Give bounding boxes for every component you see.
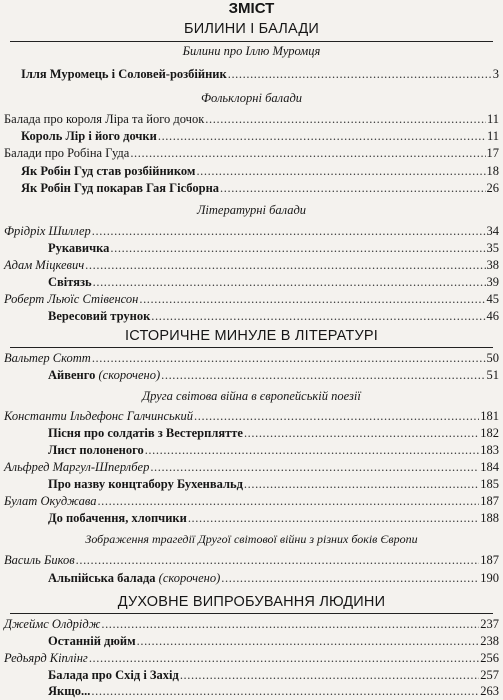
toc-entry[interactable]	[48, 426, 499, 441]
entry-title: Рукавичка	[48, 241, 110, 255]
entry-title: Адам Міцкевич	[4, 258, 85, 272]
entry-title: Айвенго	[48, 368, 96, 382]
entry-page: 26	[486, 181, 499, 195]
toc-entry[interactable]	[48, 477, 499, 492]
toc-entry[interactable]	[48, 634, 499, 649]
entry-title: Світязь	[48, 275, 92, 289]
entry-page: 187	[480, 494, 499, 508]
section-heading-spiritual: ДУХОВНЕ ВИПРОБУВАННЯ ЛЮДИНИ	[117, 594, 386, 610]
subsection-heading: Друга світова війна в європейській поезії	[142, 389, 361, 403]
entry-page: 34	[486, 224, 499, 238]
entry-page: 39	[486, 275, 499, 289]
toc-entry[interactable]	[4, 617, 499, 632]
entry-title: Фрідріх Шиллер	[4, 224, 91, 238]
toc-entry[interactable]	[48, 309, 499, 324]
entry-page: 185	[480, 477, 499, 491]
entry-page: 35	[486, 241, 499, 255]
entry-title: Вальтер Скотт	[4, 351, 91, 365]
entry-title: Роберт Льюїс Стівенсон	[4, 292, 139, 306]
entry-title: Джеймс Олдрідж	[4, 617, 101, 631]
toc-entry[interactable]	[4, 292, 499, 307]
section-rule	[10, 347, 493, 348]
toc-entry[interactable]	[4, 258, 499, 273]
toc-entry[interactable]	[4, 460, 499, 475]
entry-title: Редьярд Кіплінг	[4, 651, 88, 665]
toc-entry[interactable]	[4, 494, 499, 509]
section-rule	[10, 41, 493, 42]
section-heading-historical: ІСТОРИЧНЕ МИНУЛЕ В ЛІТЕРАТУРІ	[125, 328, 378, 344]
toc-entry[interactable]	[4, 112, 499, 127]
entry-page: 182	[480, 426, 499, 440]
entry-page: 187	[480, 553, 499, 567]
entry-title: Король Лір і його дочки	[21, 129, 157, 143]
entry-note: (скорочено)	[95, 368, 161, 382]
entry-title: Константи Ільдефонс Галчинський	[4, 409, 194, 423]
entry-page: 257	[480, 668, 499, 682]
toc-entry[interactable]	[48, 668, 499, 683]
toc-entry[interactable]	[21, 164, 499, 179]
toc-entry[interactable]	[48, 571, 499, 586]
entry-page: 51	[486, 368, 499, 382]
entry-title: Про назву концтабору Бухенвальд	[48, 477, 243, 491]
entry-title: Якщо...	[48, 684, 91, 698]
entry-page: 238	[480, 634, 499, 648]
subsection-heading: Билини про Іллю Муромця	[182, 44, 321, 58]
entry-page: 3	[492, 67, 499, 81]
entry-page: 237	[480, 617, 499, 631]
toc-entry[interactable]	[4, 146, 499, 161]
toc-entry[interactable]	[21, 67, 499, 82]
toc-entry[interactable]	[21, 129, 499, 144]
entry-page: 46	[486, 309, 499, 323]
section-heading-byliny: БИЛИНИ І БАЛАДИ	[184, 21, 319, 37]
toc-entry[interactable]	[4, 224, 499, 239]
entry-page: 190	[480, 571, 499, 585]
entry-title: Вересовий трунок	[48, 309, 151, 323]
entry-page: 184	[480, 460, 499, 474]
entry-page: 181	[480, 409, 499, 423]
toc-entry[interactable]	[48, 511, 499, 526]
entry-title: Альпійська балада	[48, 571, 156, 585]
toc-entry[interactable]	[4, 553, 499, 568]
page-title: ЗМІСТ	[228, 0, 275, 17]
entry-note: (скорочено)	[155, 571, 221, 585]
subsection-heading: Зображення трагедії Другої світової війни з різних боків Європи	[85, 532, 418, 546]
entry-title: Лист полоненого	[48, 443, 144, 457]
entry-page: 18	[486, 164, 499, 178]
entry-page: 50	[486, 351, 499, 365]
entry-title: Балада про Схід і Захід	[48, 668, 179, 682]
toc-entry[interactable]	[48, 684, 499, 699]
entry-page: 188	[480, 511, 499, 525]
entry-page: 38	[486, 258, 499, 272]
entry-title: Балади про Робіна Гуда	[4, 146, 130, 160]
toc-entry[interactable]	[4, 351, 499, 366]
entry-title: Як Робін Гуд став розбійником	[21, 164, 196, 178]
toc-entry[interactable]	[48, 368, 499, 383]
toc-entry[interactable]	[48, 275, 499, 290]
toc-entry[interactable]	[4, 651, 499, 666]
toc-entry[interactable]	[48, 443, 499, 458]
entry-title: Булат Окуджава	[4, 494, 97, 508]
entry-title: Пісня про солдатів з Вестерплятте	[48, 426, 243, 440]
subsection-heading: Фольклорні балади	[200, 91, 303, 105]
entry-page: 263	[480, 684, 499, 698]
entry-page: 11	[486, 112, 499, 126]
entry-page: 183	[480, 443, 499, 457]
toc-entry[interactable]	[48, 241, 499, 256]
section-rule	[10, 613, 493, 614]
toc-entry[interactable]	[4, 409, 499, 424]
entry-title: Ілля Муромець і Соловей-розбійник	[21, 67, 227, 81]
entry-title: Як Робін Гуд покарав Гая Гісборна	[21, 181, 220, 195]
entry-title: Балада про короля Ліра та його дочок	[4, 112, 205, 126]
entry-title: Василь Биков	[4, 553, 75, 567]
subsection-heading: Літературні балади	[196, 203, 307, 217]
entry-page: 11	[486, 129, 499, 143]
entry-title: До побачення, хлопчики	[48, 511, 187, 525]
entry-page: 256	[480, 651, 499, 665]
entry-title: Останній дюйм	[48, 634, 136, 648]
entry-title: Альфред Маргул-Шперлбер	[4, 460, 150, 474]
entry-page: 45	[486, 292, 499, 306]
toc-entry[interactable]	[21, 181, 499, 196]
entry-page: 17	[486, 146, 499, 160]
